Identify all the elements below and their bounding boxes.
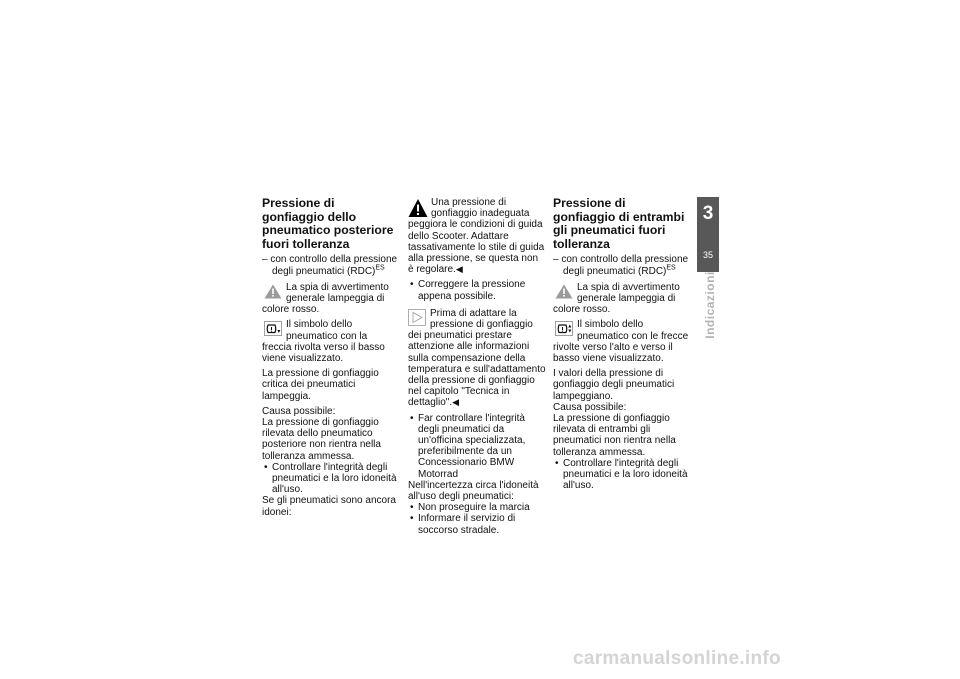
bullet-item: • Informare il servizio di soccorso stradale. — [408, 513, 546, 535]
section-heading-rear-tire: Pressione di gonfiaggio dello pneumatico posteriore fuori tolleranza — [262, 196, 394, 251]
caution-triangle-icon — [408, 198, 428, 218]
paragraph: La pressione di gonfiaggio critica dei pneumatici lampeggia. — [262, 368, 379, 402]
bullet-item: • Controllare l'integrità degli pneumatici e la loro idoneità all'uso. — [553, 458, 689, 492]
caution-text: Una pressione di gonfiaggio inadeguata peggiora le condizioni di guida dello Scooter. Adattare tassativamente lo stile di guida alla pressione, se questa non è regolare.◀ — [408, 197, 545, 276]
paragraph: La pressione di gonfiaggio rilevata dello pneumatico posteriore non rientra nella tolleranza ammessa. — [262, 417, 381, 462]
watermark: carmanualsonline.info — [573, 648, 781, 669]
bullet-item: • Correggere la pressione appena possibile. — [408, 279, 546, 301]
paragraph: Causa possibile: — [553, 401, 627, 413]
page-number: 35 — [702, 250, 713, 260]
end-mark: ◀ — [452, 397, 460, 408]
bullet-item: • Far controllare l'integrità degli pneumatici da un'officina specializzata, preferibilmente da un Concessionario BMW Motorrad — [408, 413, 546, 480]
tire-pressure-down-icon — [264, 321, 282, 336]
warning-triangle-icon — [264, 284, 282, 299]
symbol-text: Il simbolo dello pneumatico con le frecce rivolte verso l'alto e verso il basso viene visualizzato. — [553, 319, 689, 364]
paragraph: La pressione di gonfiaggio rilevata di entrambi gli pneumatici non rientra nella tolleranza ammessa. — [553, 413, 676, 458]
paragraph: I valori della pressione di gonfiaggio degli pneumatici lampeggiano. — [553, 368, 675, 402]
column-2 — [408, 197, 546, 536]
section-heading-both-tires: Pressione di gonfiaggio di entrambi gli pneumatici fuori tolleranza — [553, 196, 685, 251]
chapter-tab — [697, 197, 719, 272]
column-1 — [262, 197, 398, 522]
end-mark: ◀ — [455, 264, 463, 275]
column-3 — [553, 197, 689, 491]
warning-light-text: La spia di avvertimento generale lampeggia di colore rosso. — [262, 281, 389, 316]
paragraph: Se gli pneumatici sono ancora idonei: — [262, 495, 396, 518]
tire-pressure-updown-icon — [555, 321, 573, 336]
rdc-condition: – con controllo della pressione degli pneumatici (RDC)$^{ES}$ — [262, 254, 398, 277]
symbol-text: Il simbolo dello pneumatico con la freccia rivolta verso il basso viene visualizzato. — [262, 319, 385, 364]
chapter-number: 3 — [702, 203, 714, 224]
equipment-superscript: ES — [666, 264, 676, 272]
play-note-icon — [408, 309, 426, 326]
bullet-item: • Controllare l'integrità degli pneumatici e la loro idoneità all'uso. — [262, 462, 398, 496]
warning-light-text: La spia di avvertimento generale lampeggia di colore rosso. — [553, 281, 680, 316]
bullet-item: • Non proseguire la marcia — [408, 502, 546, 513]
note-text: Prima di adattare la pressione di gonfiaggio dei pneumatici prestare attenzione alle informazioni sulla compensazione della temperatura e sull'adattamento della pressione di gonfiaggio nel capitolo "Tecnica in dettaglio".◀ — [408, 307, 546, 409]
equipment-superscript: ES — [375, 264, 385, 272]
warning-triangle-icon — [555, 284, 573, 299]
rdc-condition: – con controllo della pressione degli pneumatici (RDC)$^{ES}$ — [553, 254, 689, 277]
paragraph: Nell'incertezza circa l'idoneità all'uso degli pneumatici: — [408, 479, 539, 503]
paragraph: Causa possibile: — [262, 405, 336, 417]
